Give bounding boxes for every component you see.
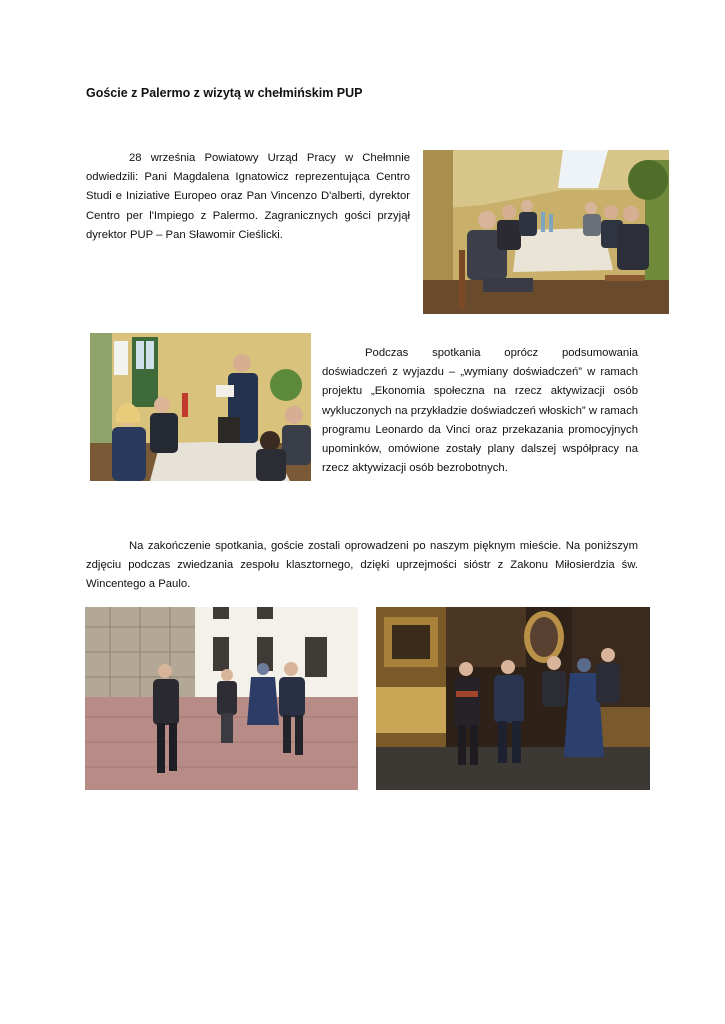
paragraph-tour-text: Na zakończenie spotkania, goście zostali oprowadzeni po naszym pięknym mieście. Na poniższym zdjęciu podczas zwiedzania zespołu klasztornego, dzięki uprzejmości sióstr z Zakonu Miłosierdzia św. Wincentego a Paulo. <box>86 540 638 591</box>
paragraph-tour <box>86 537 638 595</box>
meeting-table-photo <box>423 150 669 314</box>
article-title: Goście z Palermo z wizytą w chełmińskim PUP <box>86 86 363 100</box>
chapel-visit-photo <box>376 607 650 790</box>
paragraph-visit-text: 28 września Powiatowy Urząd Pracy w Chełmnie odwiedzili: Pani Magdalena Ignatowicz reprezentująca Centro Studi e Iniziative Europeo oraz Pan Vincenzo D'alberti, dyrektor Centro per l'Impiego z Palermo. Zagranicznych gości przyjął dyrektor PUP – Pan Sławomir Cieślicki. <box>86 152 410 241</box>
paragraph-visit <box>86 149 410 245</box>
paragraph-meeting <box>322 344 638 478</box>
paragraph-meeting-text: Podczas spotkania oprócz podsumowania doświadczeń z wyjazdu – „wymiany doświadczeń” w ramach projektu „Ekonomia społeczna na rzecz aktywizacji osób wykluczonych na przykładzie doświadczeń włoskich” w ramach programu Leonardo da Vinci oraz przekazania promocyjnych upominków, omówione zostały plany dalszej współpracy na rzecz aktywizacji osób bezrobotnych. <box>322 347 638 475</box>
gift-presentation-photo <box>90 333 311 481</box>
courtyard-walk-photo <box>85 607 358 790</box>
